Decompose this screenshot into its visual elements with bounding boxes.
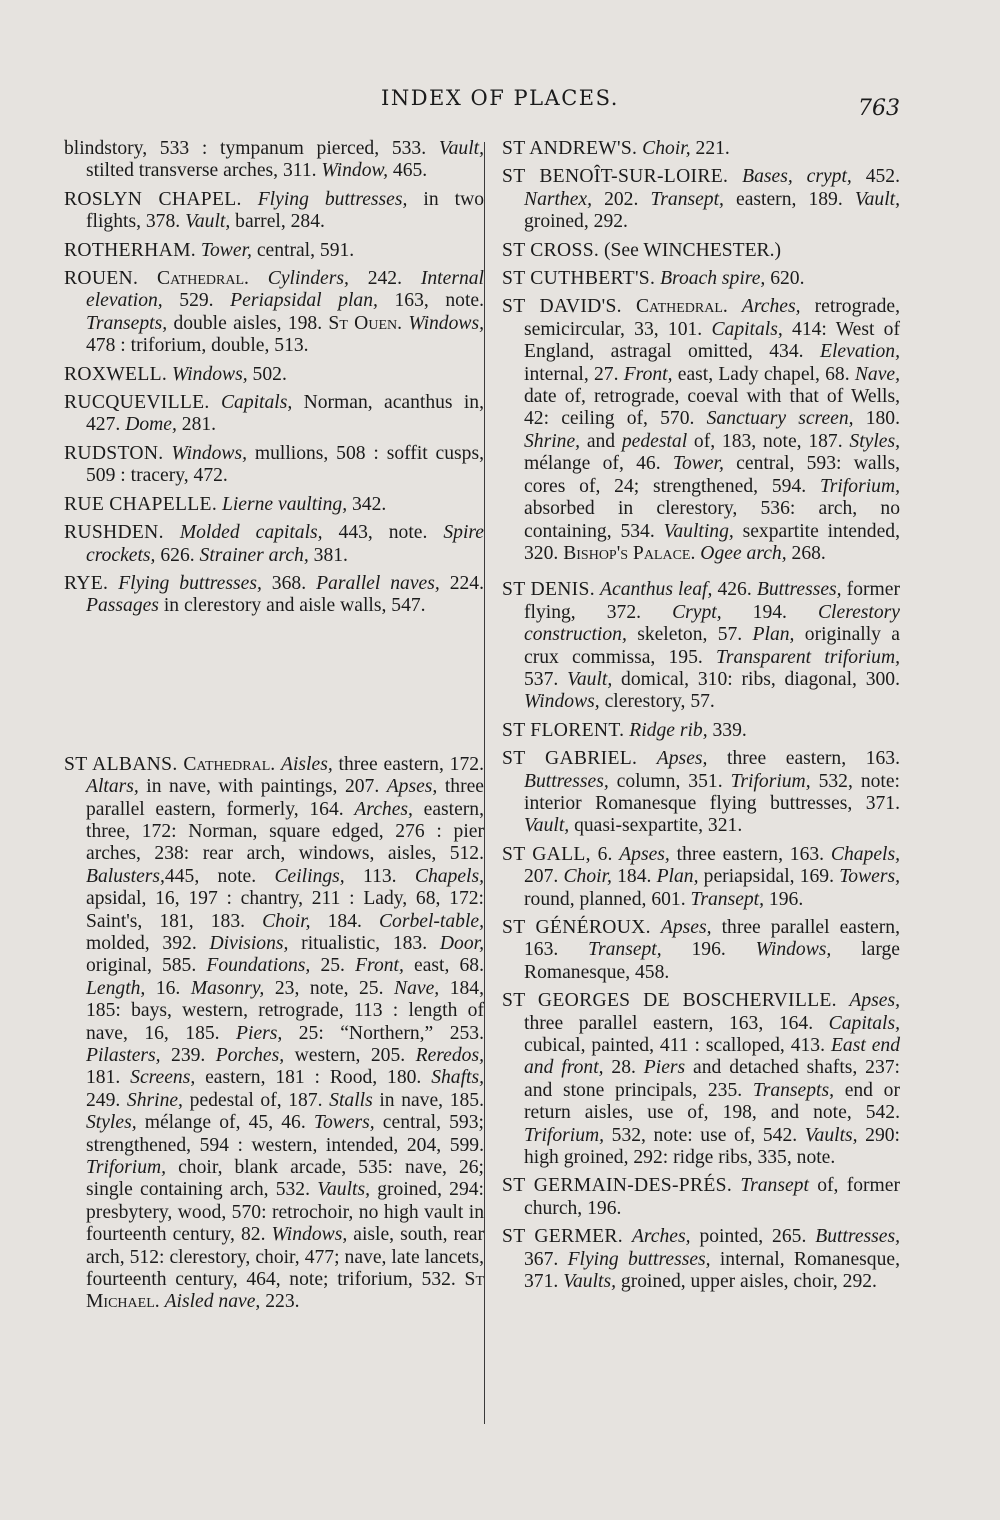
entry-subheading: Cathedral. xyxy=(183,753,276,775)
entry-heading: RUSHDEN. xyxy=(64,522,164,544)
entry-text: eastern, 181 : Rood, 180. xyxy=(195,1067,432,1089)
entry-text: 529. xyxy=(162,290,231,312)
entry-text: original, 585. xyxy=(86,955,207,977)
entry-text: internal, Romanesque, 371. xyxy=(524,1248,900,1293)
entry-text: 620. xyxy=(765,268,805,290)
entry-text: western, 205. xyxy=(284,1045,416,1066)
entry-subject: Reredos, xyxy=(415,1045,484,1066)
entry-text: 163, note. xyxy=(377,290,484,312)
entry-subheading: Cathedral. xyxy=(635,296,728,318)
entry-subject: Choir, xyxy=(642,138,691,159)
entry-text: 339. xyxy=(707,719,747,741)
entry-subject: Windows, xyxy=(408,312,484,334)
entry-subject: Plan, xyxy=(752,624,795,646)
entry-text xyxy=(837,990,850,1011)
entry-subject: Triforium, xyxy=(86,1157,167,1179)
entry-subject: Piers xyxy=(643,1057,686,1079)
entry-subject: Transept, xyxy=(690,888,765,910)
entry-subject: Windows, xyxy=(171,442,247,464)
index-entry-st-florent xyxy=(502,720,900,742)
entry-text: absorbed in clerestory, 536: arch, no containing, 534. xyxy=(524,498,900,542)
entry-text: 290: high groined, 292: ridge ribs, 335, note. xyxy=(524,1124,900,1169)
entry-heading: ST DENIS. xyxy=(502,579,595,601)
index-entry-roslyn-chapel xyxy=(64,189,484,234)
entry-text: 626. xyxy=(155,544,200,566)
entry-subject: Internal elevation, xyxy=(86,268,484,312)
entry-text: 184, 185: bays, western, retrograde, 113 : length of nave, 16, 185. xyxy=(86,977,485,1044)
entry-text: skeleton, 57. xyxy=(626,624,753,646)
index-entry-st-cuthberts xyxy=(502,268,900,290)
entry-subject: Transepts, xyxy=(86,312,168,334)
entry-subheading: St Ouen. xyxy=(328,312,403,334)
entry-text: groined, upper aisles, choir, 292. xyxy=(616,1271,877,1293)
entry-subject: Bases, xyxy=(742,166,793,188)
entry-subject: Capitals, xyxy=(220,392,293,414)
entry-subject: Parallel naves, xyxy=(316,572,440,594)
entry-text: 532, note: interior Romanesque flying buttresses, 371. xyxy=(524,770,900,814)
entry-text: 25: “Northern,” 253. xyxy=(282,1022,484,1044)
entry-subject: Transept, xyxy=(588,939,662,961)
entry-subject: Plan, xyxy=(656,866,699,888)
entry-heading: ROXWELL. xyxy=(64,363,168,385)
entry-text: three eastern, 163. xyxy=(707,748,900,770)
entry-text: date of, retrograde, coeval with that of Wells, 42: ceiling of, 570. xyxy=(524,386,900,430)
entry-subject: Styles, xyxy=(86,1112,137,1134)
entry-text: column, 351. xyxy=(608,770,731,792)
entry-text: 443, note. xyxy=(322,522,444,544)
entry-text: retrograde, semicircular, 33, 101. xyxy=(524,296,901,340)
entry-text xyxy=(242,189,258,210)
index-entry-rotherham xyxy=(64,240,484,262)
entry-text: in nave, with paintings, 207. xyxy=(138,776,387,798)
entry-subject: Triforium, xyxy=(819,475,900,497)
index-entry-continued xyxy=(64,138,484,183)
entry-text: blindstory, 533 : tympanum pierced, 533. xyxy=(64,138,439,159)
entry-text: central, 591. xyxy=(251,239,355,261)
entry-subject: Shafts, xyxy=(431,1067,484,1089)
entry-text xyxy=(249,268,268,289)
entry-subject: Vault, xyxy=(185,211,231,233)
entry-text: 478 : triforium, double, 513. xyxy=(86,335,309,357)
entry-text xyxy=(728,166,742,187)
entry-subject: Windows, xyxy=(524,691,600,713)
entry-subject: Flying buttresses, xyxy=(567,1248,711,1270)
entry-heading: ST GEORGES DE BOSCHERVILLE. xyxy=(502,990,837,1012)
entry-subject: Foundations, xyxy=(206,955,311,977)
index-entry-st-germain-des-pres xyxy=(502,1175,900,1220)
entry-heading: RUDSTON. xyxy=(64,442,164,464)
entry-text xyxy=(623,1226,632,1247)
index-entry-st-georges-de-boscherville xyxy=(502,990,900,1169)
index-entry-rue-chapelle xyxy=(64,494,484,516)
entry-subject: Elevation, xyxy=(820,341,900,363)
entry-subheading: Cathedral. xyxy=(157,268,249,290)
entry-text: clerestory, 57. xyxy=(599,691,715,713)
entry-text: groined, 292. xyxy=(524,211,628,233)
index-entry-st-gall xyxy=(502,844,900,911)
entry-subject: Arches, xyxy=(741,296,801,318)
entry-text: east, 68. xyxy=(403,955,484,977)
entry-text: east, Lady chapel, 68. xyxy=(672,363,855,385)
entry-subject: Choir, xyxy=(563,866,612,888)
entry-text: and xyxy=(580,430,622,452)
entry-subject: Ogee arch, xyxy=(700,542,787,564)
entry-subject: Divisions, xyxy=(209,932,289,954)
entry-subject: Apses, xyxy=(386,776,438,798)
entry-heading: ROUEN. xyxy=(64,268,139,290)
entry-text: cubical, painted, 411 : scalloped, 413. xyxy=(524,1035,831,1057)
entry-text: originally a crux commissa, 195. xyxy=(524,624,900,668)
entry-subject: Arches, xyxy=(631,1226,691,1248)
entry-text: 207. xyxy=(524,866,564,888)
entry-text: 426. xyxy=(712,579,757,601)
entry-subject: Towers, xyxy=(839,866,900,888)
index-entry-st-cross xyxy=(502,240,900,262)
entry-text: quasi-sexpartite, 321. xyxy=(569,815,743,837)
entry-subject: Transepts, xyxy=(752,1079,834,1101)
entry-text: three parallel eastern, 163. xyxy=(524,917,900,961)
entry-subject: Choir, xyxy=(262,910,311,932)
entry-text: 368. xyxy=(261,572,317,594)
index-entry-roxwell xyxy=(64,364,484,386)
entry-heading: ROSLYN CHAPEL. xyxy=(64,188,242,210)
entry-heading: ST DAVID'S. xyxy=(502,296,622,318)
entry-text: barrel, 284. xyxy=(230,211,325,233)
entry-subject: Vault, xyxy=(854,188,900,210)
entry-text: 537. xyxy=(524,668,568,690)
entry-subject: Vault, xyxy=(438,138,484,159)
entry-subject: Spire crockets, xyxy=(86,522,484,566)
entry-subject: Broach spire, xyxy=(660,268,766,290)
entry-subject: pedestal xyxy=(621,430,688,452)
entry-text xyxy=(651,917,661,938)
entry-text: mélange of, 45, 46. xyxy=(136,1112,314,1134)
entry-text: groined, 294: presbytery, wood, 570: retrochoir, no high vault in fourteenth century, 82. xyxy=(86,1179,484,1246)
entry-subject: Nave, xyxy=(854,363,900,385)
entry-text: 414: West of England, astragal omitted, 434. xyxy=(524,318,900,363)
entry-text: of, 183, note, 187. xyxy=(687,430,850,452)
entry-text: three parallel eastern, 163, 164. xyxy=(524,1012,829,1034)
entry-text: 268. xyxy=(786,542,826,564)
entry-text: periapsidal, 169. xyxy=(698,866,840,888)
entry-text: choir, blank arcade, 535: nave, 26; single containing arch, 532. xyxy=(86,1157,484,1201)
entry-subject: Apses, xyxy=(656,748,708,770)
column-rule xyxy=(484,142,485,1424)
entry-subject: East end and front, xyxy=(524,1035,900,1079)
entry-subject: Ceilings, xyxy=(274,865,345,887)
entry-subject: Chapels, xyxy=(830,843,901,865)
entry-subject: Flying buttresses, xyxy=(118,572,262,594)
entry-subject: Aisled nave, xyxy=(164,1291,261,1313)
entry-subject: Shrine, xyxy=(524,430,581,452)
entry-text: mélange of, 46. xyxy=(524,453,673,475)
entry-text: 465. xyxy=(388,160,428,182)
entry-text: 224. xyxy=(439,572,484,594)
entry-heading: ST FLORENT. xyxy=(502,719,625,741)
entry-subject: Molded capitals, xyxy=(179,522,323,544)
entry-subject: Porches, xyxy=(215,1045,285,1066)
entry-text: round, planned, 601. xyxy=(524,888,691,910)
entry-text: three eastern, 172. xyxy=(332,753,484,775)
entry-subject: Altars, xyxy=(86,776,139,798)
entry-text: eastern, 189. xyxy=(723,188,855,210)
index-entry-rucqueville xyxy=(64,392,484,437)
entry-subject: Cylinders, xyxy=(267,268,349,290)
entry-text xyxy=(793,166,807,187)
entry-subject: Front, xyxy=(355,955,404,977)
entry-text: 249. xyxy=(86,1089,127,1111)
entry-subject: Towers, xyxy=(313,1112,375,1134)
entry-heading: ST GERMAIN-DES-PRÉS. xyxy=(502,1175,733,1197)
entry-subject: Capitals, xyxy=(828,1012,900,1034)
entry-text xyxy=(138,268,157,289)
entry-text: 452. xyxy=(851,166,901,188)
index-entry-st-albans xyxy=(64,754,484,1314)
entry-subject: Capitals, xyxy=(711,318,783,340)
entry-text: eastern, three, 172: Norman, square edged, 276 : pier arches, 238: rear arch, windows, aisles, 512. xyxy=(86,798,485,865)
entry-subject: Narthex, xyxy=(524,188,593,210)
entry-subject: Buttresses, xyxy=(756,579,842,601)
entry-subject: Apses, xyxy=(619,843,670,865)
entry-subject: Pilasters, xyxy=(86,1045,161,1066)
entry-text xyxy=(622,296,636,317)
entry-text: former flying, 372. xyxy=(524,579,900,623)
entry-text: of, former church, 196. xyxy=(524,1175,901,1219)
entry-subject: Tower, xyxy=(200,239,252,261)
entry-text: 445, note. xyxy=(164,865,275,887)
entry-text: 184. xyxy=(310,910,379,932)
entry-subject: Vault, xyxy=(524,815,570,837)
entry-text: in clerestory and aisle walls, 547. xyxy=(158,595,426,617)
entry-text: internal, 27. xyxy=(524,363,624,385)
entry-subject: Aisles, xyxy=(281,753,333,775)
entry-heading: ST GALL, xyxy=(502,843,591,865)
entry-subject: Crypt, xyxy=(672,601,722,623)
entry-text: 342. xyxy=(347,493,387,515)
entry-subject: Apses, xyxy=(660,917,712,938)
index-entry-st-generoux xyxy=(502,917,900,984)
entry-subject: Styles, xyxy=(849,430,900,452)
entry-text: 202. xyxy=(592,188,651,210)
entry-text: pedestal of, 187. xyxy=(182,1089,330,1111)
entry-subject: Corbel-table, xyxy=(378,910,484,932)
entry-heading: ST ALBANS. xyxy=(64,753,178,775)
entry-text: domical, 310: ribs, diagonal, 300. xyxy=(612,668,900,690)
entry-text: 502. xyxy=(247,363,287,385)
entry-text: 184. xyxy=(611,866,657,888)
entry-subject: Chapels, xyxy=(414,865,484,887)
entry-text xyxy=(637,748,657,769)
entry-heading: RYE. xyxy=(64,572,109,594)
entry-subject: Front, xyxy=(623,363,673,385)
entry-subject: Vaulting, xyxy=(663,520,734,542)
entry-subject: Buttresses, xyxy=(524,770,609,792)
entry-text: 242. xyxy=(348,268,421,290)
entry-text: 281. xyxy=(176,414,217,436)
entry-subject: Clerestory construction, xyxy=(524,601,900,646)
right-column xyxy=(502,138,900,1300)
entry-subject: Strainer arch, xyxy=(199,544,309,566)
entry-text: central, 593; strengthened, 594 : western, intended, 204, 599. xyxy=(86,1112,484,1156)
entry-heading: ST CUTHBERT'S. xyxy=(502,268,656,290)
index-entry-rudston xyxy=(64,443,484,488)
entry-text: in nave, 185. xyxy=(372,1089,484,1111)
entry-text: ritualistic, 183. xyxy=(288,932,440,954)
entry-heading: ST CROSS. xyxy=(502,239,600,261)
entry-subject: Transept, xyxy=(650,188,724,210)
entry-text xyxy=(210,392,221,413)
entry-subject: crypt, xyxy=(806,166,852,188)
entry-text: 221. xyxy=(690,138,730,159)
entry-text: three eastern, 163. xyxy=(669,843,831,865)
index-entry-rouen xyxy=(64,268,484,358)
entry-subject: Vaults, xyxy=(804,1124,858,1146)
entry-subject: Balusters, xyxy=(86,865,165,887)
entry-text: double aisles, 198. xyxy=(167,312,329,334)
index-entry-rushden xyxy=(64,522,484,567)
entry-text: 16. xyxy=(145,977,191,999)
entry-text: Norman, acanthus in, 427. xyxy=(86,392,484,436)
entry-subheading: Bishop's Palace. xyxy=(563,542,696,564)
entry-text: stilted transverse arches, 311. xyxy=(86,160,322,182)
entry-text: 532, note: use of, 542. xyxy=(604,1124,805,1146)
entry-subject: Triforium, xyxy=(524,1124,605,1146)
entry-text: sexpartite intended, 320. xyxy=(524,520,900,564)
entry-heading: ST GERMER. xyxy=(502,1226,623,1248)
entry-text: 25. xyxy=(310,955,356,977)
entry-text: aisle, south, rear arch, 512: clerestory, choir, 477; nave, late lancets, fourteenth century, 464, note; triforium, 532. xyxy=(86,1224,484,1291)
running-head: INDEX OF PLACES. xyxy=(381,86,619,110)
entry-subject: Masonry, xyxy=(190,977,265,999)
entry-text: 181. xyxy=(86,1067,131,1089)
index-entry-st-davids xyxy=(502,296,900,565)
entry-subject: Shrine, xyxy=(126,1089,183,1111)
entry-text: 381. xyxy=(308,544,348,566)
entry-subject: Passages xyxy=(86,595,159,617)
index-entry-st-benoit-sur-loire xyxy=(502,166,900,233)
entry-text: and detached shafts, 237: and stone principals, 235. xyxy=(524,1057,900,1101)
entry-heading: RUCQUEVILLE. xyxy=(64,392,210,414)
entry-subject: Buttresses, xyxy=(815,1226,900,1248)
entry-subject: Vaults, xyxy=(563,1271,616,1293)
entry-text: central, 593: walls, cores of, 24; strengthened, 594. xyxy=(524,453,900,497)
entry-heading: ROTHERHAM. xyxy=(64,239,196,261)
entry-subject: Sanctuary screen, xyxy=(706,408,854,430)
entry-text: apsidal, 16, 197 : chantry, 211 : Lady, 68, 172: Saint's, 181, 183. xyxy=(86,888,484,932)
left-column xyxy=(64,138,484,1320)
page-number: 763 xyxy=(858,96,900,121)
entry-text: 194. xyxy=(721,601,818,623)
entry-text: (See WINCHESTER.) xyxy=(599,239,782,261)
index-entry-st-gabriel xyxy=(502,748,900,838)
entry-subject: Acanthus leaf, xyxy=(600,579,713,601)
index-entry-st-denis xyxy=(502,579,900,713)
entry-text: 196. xyxy=(661,939,756,961)
entry-text xyxy=(108,573,118,594)
entry-subject: Window, xyxy=(321,160,389,182)
entry-subject: Transept xyxy=(740,1175,809,1197)
entry-subject: Transparent triforium, xyxy=(716,646,900,668)
entry-subject: Vault, xyxy=(567,668,613,690)
entry-heading: ST ANDREW'S. xyxy=(502,138,638,159)
entry-subject: Door, xyxy=(439,932,484,954)
entry-subject: Piers, xyxy=(236,1022,283,1044)
entry-text: three parallel eastern, formerly, 164. xyxy=(86,776,484,820)
entry-text: pointed, 265. xyxy=(690,1226,816,1248)
entry-subject: Windows, xyxy=(755,939,832,961)
entry-text xyxy=(728,296,742,317)
entry-text: 196. xyxy=(764,888,804,910)
entry-text: in two flights, 378. xyxy=(86,188,485,233)
entry-text: 23, note, 25. xyxy=(264,977,395,999)
entry-text: 367. xyxy=(524,1248,568,1270)
entry-subject: Ridge rib, xyxy=(629,719,708,741)
entry-text: 6. xyxy=(590,843,620,865)
entry-subject: Nave, xyxy=(394,977,440,999)
entry-subject: Apses, xyxy=(849,990,900,1012)
entry-subject: Screens, xyxy=(130,1067,196,1089)
entry-subject: Triforium, xyxy=(730,770,811,792)
entry-heading: RUE CHAPELLE. xyxy=(64,493,218,515)
entry-subject: Periapsidal plan, xyxy=(230,290,378,312)
entry-text: 239. xyxy=(160,1045,216,1066)
entry-heading: ST BENOÎT-SUR-LOIRE. xyxy=(502,166,729,188)
entry-subject: Flying buttresses, xyxy=(257,188,408,210)
entry-subject: Stalls xyxy=(329,1089,373,1111)
entry-subject: Lierne vaulting, xyxy=(221,493,348,515)
entry-text xyxy=(164,522,180,543)
entry-text: 180. xyxy=(853,408,900,430)
entry-heading: ST GABRIEL. xyxy=(502,748,638,770)
entry-subject: Arches, xyxy=(354,798,413,820)
entry-subject: Dome, xyxy=(125,414,177,436)
entry-subject: Windows, xyxy=(171,363,248,385)
entry-subject: Vaults, xyxy=(317,1179,371,1201)
entry-text: 113. xyxy=(344,865,415,887)
index-entry-rye xyxy=(64,573,484,618)
entry-text: large Romanesque, 458. xyxy=(524,939,900,983)
entry-heading: ST GÉNÉROUX. xyxy=(502,917,651,938)
entry-text: mullions, 508 : soffit cusps, 509 : tracery, 472. xyxy=(86,442,484,487)
index-entry-st-germer xyxy=(502,1226,900,1293)
index-entry-st-andrews xyxy=(502,138,900,160)
entry-subject: Tower, xyxy=(672,453,724,475)
entry-subject: Length, xyxy=(86,977,146,999)
entry-text: 223. xyxy=(260,1291,300,1313)
entry-subject: Windows, xyxy=(271,1224,348,1246)
entry-text: 28. xyxy=(603,1057,644,1079)
entry-subheading: St Michael. xyxy=(86,1269,484,1313)
entry-text: molded, 392. xyxy=(86,932,210,954)
entry-text: end or return aisles, use of, 198, and note, 542. xyxy=(524,1079,900,1124)
